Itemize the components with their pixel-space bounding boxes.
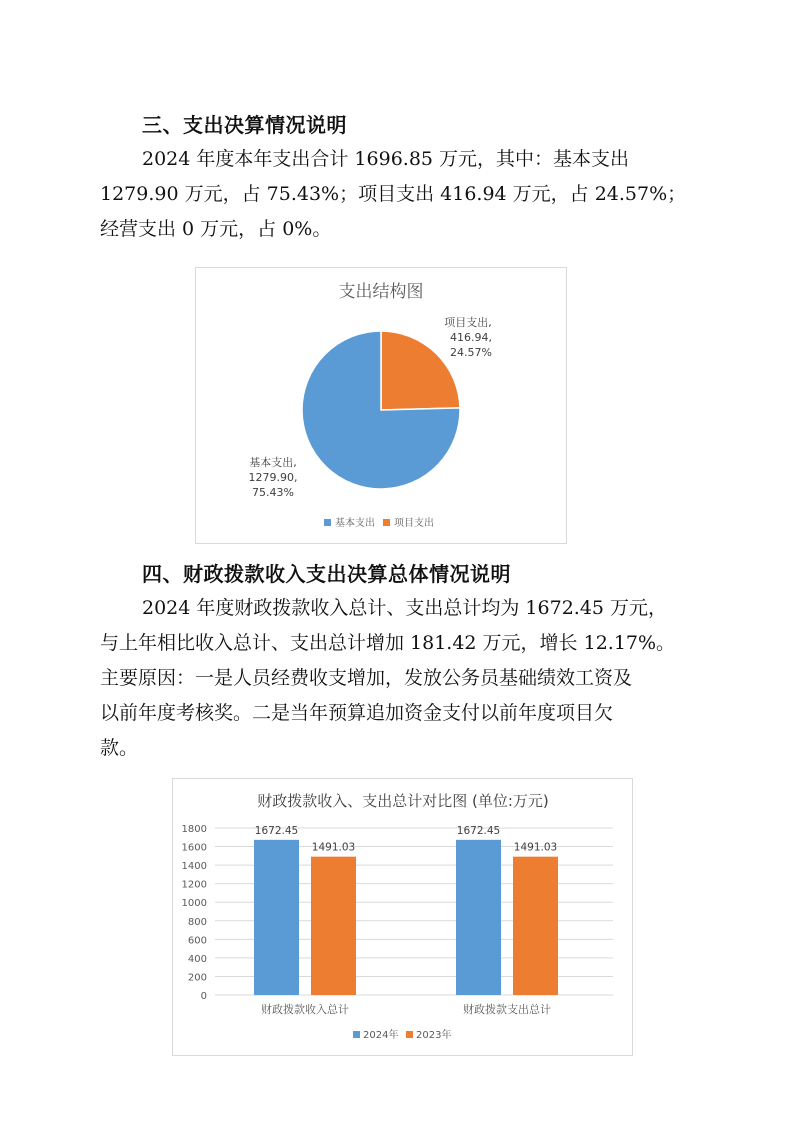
bar-ytick-label: 800 [187,916,207,928]
bar-ytick-label: 400 [187,953,207,965]
section4-line-2: 与上年相比收入总计、支出总计增加 181.42 万元，增长 12.17%。 [100,632,676,654]
pie-chart-container [195,267,567,544]
bar-2023年-0 [311,857,356,995]
section4-line-3: 主要原因：一是人员经费收支增加，发放公务员基础绩效工资及 [100,667,633,689]
section4-line-4: 以前年度考核奖。二是当年预算追加资金支付以前年度项目欠 [100,702,614,724]
bar-2024年-0 [254,840,299,995]
section3-line-3: 经营支出 0 万元，占 0%。 [100,218,332,240]
pie-label-category-project: 项目支出, [444,316,492,329]
bar-ytick-label: 1000 [181,898,207,910]
pie-legend-swatch-project [383,519,390,526]
bar-category-label-expense: 财政拨款支出总计 [463,1003,551,1016]
section4-line-1: 2024 年度财政拨款收入总计、支出总计均为 1672.45 万元， [142,597,668,619]
pie-label-percent-basic: 75.43% [252,486,294,499]
section4-heading: 四、财政拨款收入支出决算总体情况说明 [142,562,511,586]
section3-line-1: 2024 年度本年支出合计 1696.85 万元，其中：基本支出 [142,148,630,170]
bar-data-label: 1672.45 [456,824,501,837]
bar-data-label: 1491.03 [513,841,558,854]
bar-ytick-label: 0 [200,991,207,1002]
bar-2024年-1 [456,840,501,995]
bar-ytick-label: 1800 [181,824,207,835]
section3-paragraph [100,142,700,247]
pie-label-category-basic: 基本支出, [249,456,297,469]
pie-chart-title: 支出结构图 [338,282,424,302]
bar-data-label: 1491.03 [311,841,356,854]
bar-legend-2023: 2023年 [416,1030,452,1041]
bar-ytick-label: 200 [187,972,207,984]
bar-ytick-label: 1400 [181,861,207,873]
section4-line-5: 款。 [100,737,139,759]
pie-label-value-basic: 1279.90, [248,471,298,484]
section3-heading: 三、支出决算情况说明 [142,113,347,137]
bar-ytick-label: 1200 [181,879,207,891]
bar-chart [173,779,632,1055]
bar-ytick-label: 1600 [181,842,207,854]
bar-chart-container [172,778,633,1056]
bar-ytick-label: 600 [187,935,207,947]
section4-paragraph [100,591,700,766]
pie-legend-basic: 基本支出 [335,518,375,529]
bar-2023年-1 [513,857,558,995]
bar-data-label: 1672.45 [254,824,299,837]
bar-category-label-income: 财政拨款收入总计 [261,1003,349,1016]
section3-line-2: 1279.90 万元，占 75.43%；项目支出 416.94 万元，占 24.57%； [100,183,687,205]
pie-label-percent-project: 24.57% [450,346,492,359]
bar-legend-swatch-2023 [406,1031,413,1038]
pie-legend-swatch-basic [324,519,331,526]
pie-label-value-project: 416.94, [450,331,492,344]
pie-chart [196,268,566,543]
pie-slice-project [381,331,460,410]
bar-legend-2024: 2024年 [363,1030,399,1041]
bar-chart-title: 财政拨款收入、支出总计对比图 (单位:万元) [257,792,549,810]
bar-legend-swatch-2024 [353,1031,360,1038]
pie-legend-project: 项目支出 [394,518,434,529]
